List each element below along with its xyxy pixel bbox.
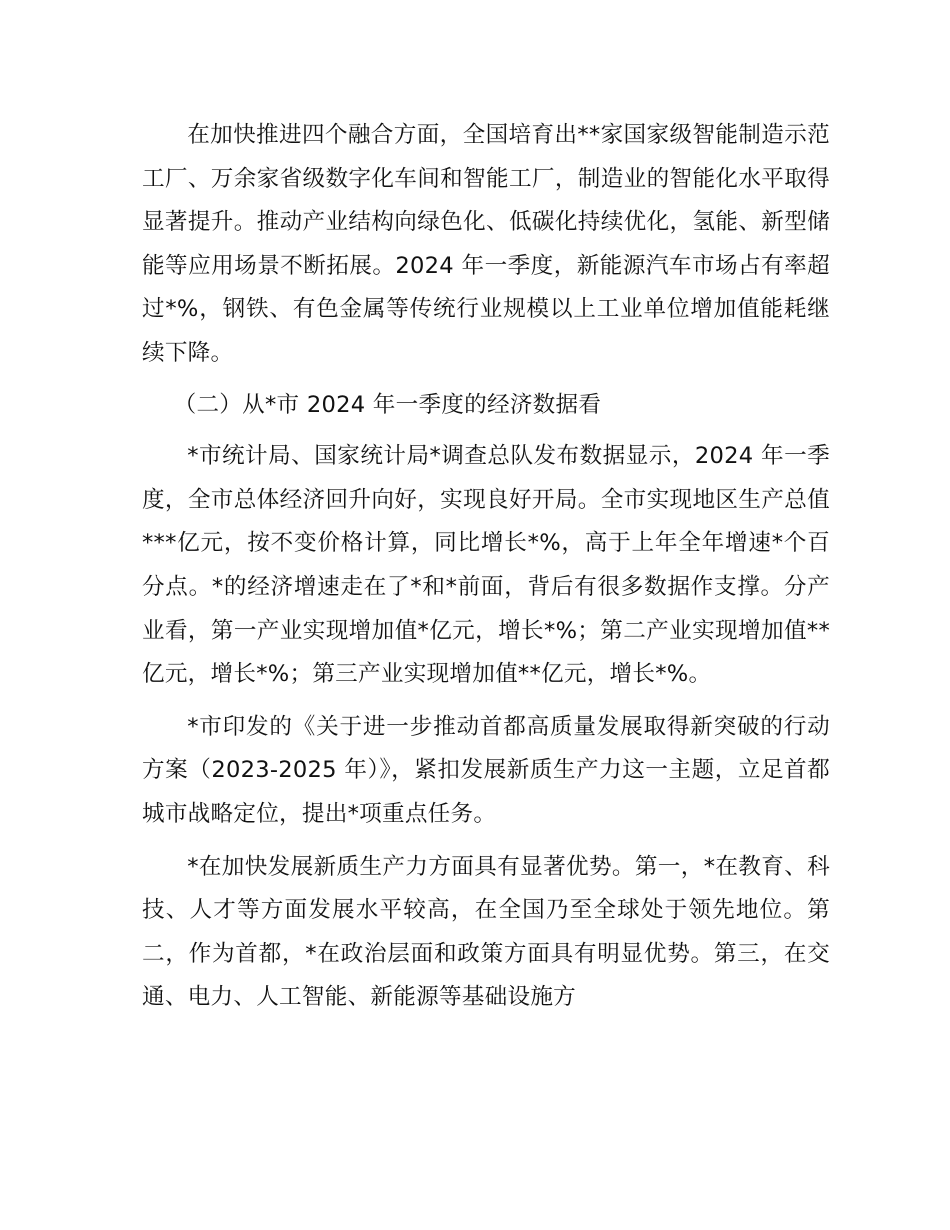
paragraph-integration: 在加快推进四个融合方面，全国培育出**家国家级智能制造示范工厂、万余家省级数字化车间和智能工厂，制造业的智能化水平取得显著提升。推动产业结构向绿色化、低碳化持续优化，氢能、新型储能等应用场景不断拓展。2024 年一季度，新能源汽车市场占有率超过*%，钢铁、有色金属等传统行业规模以上工业单位增加值能耗继续下降。 bbox=[142, 122, 830, 366]
paragraph-advantages: *在加快发展新质生产力方面具有显著优势。第一，*在教育、科技、人才等方面发展水平较高，在全国乃至全球处于领先地位。第二，作为首都，*在政治层面和政策方面具有明显优势。第三，在交通、电力、人工智能、新能源等基础设施方 bbox=[142, 853, 830, 1011]
section-heading: （二）从*市 2024 年一季度的经济数据看 bbox=[173, 391, 602, 418]
document-page bbox=[142, 114, 830, 1020]
paragraph-action-plan: *市印发的《关于进一步推动首都高质量发展取得新突破的行动方案（2023-2025 年）》，紧扣发展新质生产力这一主题，立足首都城市战略定位，提出*项重点任务。 bbox=[142, 713, 830, 827]
paragraph-statistics: *市统计局、国家统计局*调查总队发布数据显示，2024 年一季度，全市总体经济回升向好，实现良好开局。全市实现地区生产总值***亿元，按不变价格计算，同比增长*%，高于上年全年增速*个百分点。*的经济增速走在了*和*前面，背后有很多数据作支撑。分产业看，第一产业实现增加值*亿元，增长*%；第二产业实现增加值**亿元，增长*%；第三产业实现增加值**亿元，增长*%。 bbox=[142, 443, 830, 688]
